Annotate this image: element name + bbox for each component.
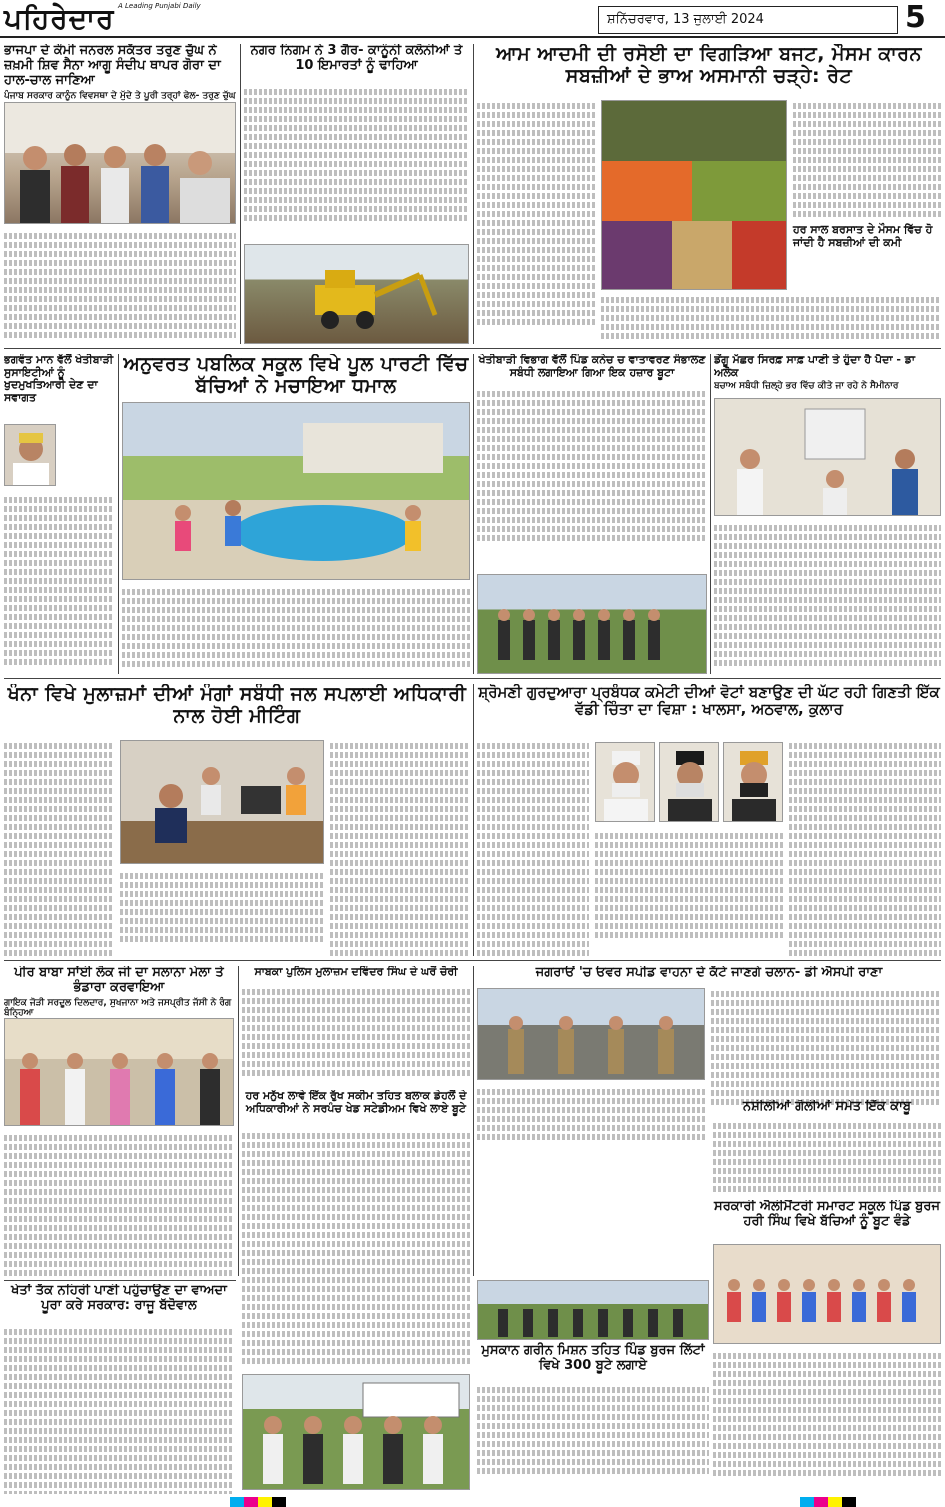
- article-body-2: [789, 740, 941, 956]
- article-body: [242, 986, 470, 1079]
- article-body: [477, 740, 589, 956]
- article-school-shoes: [713, 1200, 941, 1490]
- article-body: [714, 522, 941, 669]
- article-body: [244, 86, 469, 224]
- vegetables-illustration: [602, 101, 787, 290]
- column-rule: [473, 44, 474, 344]
- article-body: [4, 230, 236, 341]
- subheadline: ਪੰਜਾਬ ਸਰਕਾਰ ਕਾਨੂੰਨ ਵਿਵਸਥਾ ਦੇ ਮੁੱਦੇ ਤੇ ਪੂਰੀ ਤਰ੍ਹਾਂ ਫੇਲ- ਤਰੁਣ ਚੁੱਘ: [4, 90, 236, 101]
- photo-portrait: [4, 424, 56, 486]
- photo-sapling-group: [477, 1280, 709, 1340]
- photo-tree-planting: [477, 574, 707, 674]
- masthead: [0, 0, 945, 38]
- headline: ਡੇਂਗੂ ਮੱਛਰ ਸਿਰਫ਼ ਸਾਫ਼ ਪਾਣੀ ਤੇ ਹੁੰਦਾ ਹੈ ਪੈਦਾ - ਡਾ ਅਲੋਕ: [714, 354, 916, 379]
- photo-portrait-2: [659, 742, 719, 822]
- article-body-3: [120, 870, 324, 945]
- article-peer-baba-mela: [4, 966, 234, 1276]
- row-rule: [4, 1280, 236, 1281]
- column-rule: [240, 44, 241, 344]
- photo-people-illustration: [5, 103, 236, 224]
- headline: ਪੀਰ ਬਾਬਾ ਸਾਂਈ ਲੋਕ ਜੀ ਦਾ ਸਲਾਨਾ ਮੇਲਾ ਤੇ ਭੰਡਾਰਾ ਕਰਵਾਇਆ: [14, 966, 224, 995]
- column-rule: [473, 966, 474, 1276]
- article-body: [4, 494, 114, 668]
- mela-illustration: [5, 1019, 234, 1126]
- photo-chugh-visit: [4, 102, 236, 224]
- headline: ਸ਼੍ਰੋਮਣੀ ਗੁਰਦੁਆਰਾ ਪ੍ਰਬੰਧਕ ਕਮੇਟੀ ਦੀਆਂ ਵੋਟਾਂ ਬਣਾਉਣ ਦੀ ਘੱਟ ਰਹੀ ਗਿਣਤੀ ਇੱਕ ਵੱਡੀ ਚਿੰਤਾ ਦਾ ਵਿਸ਼ਾ : ਖਾਲਸਾ, ਅਠਵਾਲ, ਕੁਲਾਰ: [478, 684, 940, 719]
- article-body: [4, 1132, 234, 1276]
- headline: ਜਗਰਾਓਂ 'ਚ ਓਵਰ ਸਪੀਡ ਵਾਹਨਾ ਦੇ ਕੱਟੇ ਜਾਣਗੇ ਚਲਾਨ- ਡੀ ਐਸਪੀ ਰਾਣਾ: [535, 966, 883, 980]
- headline: ਅਨੁਵਰਤ ਪਬਲਿਕ ਸਕੂਲ ਵਿਖੇ ਪੂਲ ਪਾਰਟੀ ਵਿੱਚ ਬੱਚਿਆਂ ਨੇ ਮਚਾਇਆ ਧਮਾਲ: [123, 354, 469, 397]
- column-rule: [473, 354, 474, 674]
- children-illustration: [714, 1245, 941, 1344]
- newspaper-logo: ਪਹਿਰੇਦਾਰ: [4, 2, 115, 35]
- row-rule: [4, 960, 941, 961]
- issue-date: ਸ਼ਨਿੱਚਰਵਾਰ, 13 ਜੁਲਾਈ 2024: [598, 6, 898, 34]
- portrait-illustration: [660, 743, 719, 822]
- headline: ਭਗਵੰਤ ਮਾਨ ਵੱਲੋਂ ਖੇਤੀਬਾੜੀ ਸੁਸਾਇਟੀਆਂ ਨੂੰ ਖੁਦਮੁਖਤਿਆਰੀ ਦੇਣ ਦਾ ਸਵਾਗਤ: [4, 354, 114, 404]
- article-body-2: [793, 100, 941, 220]
- photo-school-children: [713, 1244, 941, 1344]
- portrait-illustration: [596, 743, 655, 822]
- headline: ਸਾਬਕਾ ਪੁਲਿਸ ਮੁਲਾਜ਼ਮ ਦਵਿੰਦਰ ਸਿੰਘ ਦੇ ਘਰੋਂ ਚੋਰੀ: [254, 966, 458, 978]
- article-tree-scheme: [242, 1090, 470, 1370]
- article-dengue: [714, 354, 941, 674]
- article-body: [713, 1120, 941, 1195]
- headline: ਭਾਜਪਾ ਦੇ ਕੌਮੀ ਜਨਰਲ ਸਕੱਤਰ ਤਰੁਣ ਚੁੱਘ ਨੇ ਜ਼ਖ਼ਮੀ ਸ਼ਿਵ ਸੈਨਾ ਆਗੂ ਸੰਦੀਪ ਥਾਪਰ ਗੋਰਾ ਦਾ ਹਾਲ-ਚਾਲ ਜਾਣਿਆ: [4, 44, 221, 88]
- excavator-illustration: [245, 245, 469, 344]
- headline: ਹਰ ਮਨੁੱਖ ਲਾਵੇ ਇੱਕ ਰੁੱਖ ਸਕੀਮ ਤਹਿਤ ਬਲਾਕ ਡੇਹਲੋਂ ਦੇ ਅਧਿਕਾਰੀਆਂ ਨੇ ਸਰਪੰਚ ਖੇਡ ਸਟੇਡੀਅਮ ਵਿਖੇ ਲਾਏ ਬੂਟੇ: [245, 1090, 467, 1115]
- photo-vegetable-market: [601, 100, 787, 290]
- article-body: [477, 100, 597, 328]
- article-chugh: [4, 44, 236, 344]
- headline: ਖੇਤਾਂ ਤੱਕ ਨਹਿਰੀ ਪਾਣੀ ਪਹੁੰਚਾਉਣ ਦਾ ਵਾਅਦਾ ਪੂਰਾ ਕਰੇ ਸਰਕਾਰ: ਰਾਜੂ ਬੱਦੋਵਾਲ: [11, 1284, 227, 1313]
- police-illustration: [478, 989, 705, 1080]
- headline: ਖੇਤੀਬਾੜੀ ਵਿਭਾਗ ਵੱਲੋਂ ਪਿੰਡ ਕਨੇਚ ਚ ਵਾਤਾਵਰਣ ਸੰਭਾਲਣ ਸਬੰਧੀ ਲਗਾਇਆ ਗਿਆ ਇਕ ਹਜ਼ਾਰ ਬੂਟਾ: [478, 354, 706, 379]
- photo-officials-planting: [242, 1374, 470, 1490]
- article-body: [4, 740, 114, 956]
- article-muskaan-green: [477, 1280, 709, 1490]
- print-color-bar: [230, 1497, 286, 1507]
- box-headline: ਹਰ ਸਾਲ ਬਰਸਾਤ ਦੇ ਮੌਸਮ ਵਿੱਚ ਹੋ ਜਾਂਦੀ ਹੈ ਸਬਜ਼ੀਆਂ ਦੀ ਕਮੀ: [793, 223, 933, 249]
- article-kanech-saplings: [477, 354, 707, 674]
- article-vegetable-prices: [477, 44, 941, 344]
- article-mann-welcome: [4, 354, 114, 674]
- pool-illustration: [123, 403, 470, 580]
- article-body-2: [330, 740, 470, 956]
- photo-office-meeting: [120, 740, 324, 864]
- article-theft: [242, 966, 470, 1086]
- headline: ਮੁਸਕਾਨ ਗਰੀਨ ਮਿਸ਼ਨ ਤਹਿਤ ਪਿੰਡ ਬੁਰਜ ਲਿੱਟਾਂ ਵਿਖੇ 300 ਬੂਟੇ ਲਗਾਏ: [481, 1343, 705, 1373]
- print-color-bar-2: [800, 1497, 856, 1507]
- article-body-2: [477, 1086, 705, 1143]
- meeting-illustration: [121, 741, 324, 864]
- article-body-3: [595, 830, 783, 941]
- article-sgpc-votes: [477, 684, 941, 956]
- article-body: [477, 1384, 709, 1477]
- subheadline: ਗਾਇਕ ਜੋੜੀ ਸਰਦੂਲ ਦਿਲਦਾਰ, ਸੁਖਜਾਨਾ ਅਤੇ ਜਸਪ੍ਰੀਤ ਜੱਸੀ ਨੇ ਰੰਗ ਬੰਨ੍ਹਿਆ: [4, 997, 232, 1018]
- row-rule: [4, 678, 941, 679]
- group-illustration: [478, 1281, 709, 1340]
- headline: ਸਰਕਾਰੀ ਐਲੀਮੈਂਟਰੀ ਸਮਾਰਟ ਸਕੂਲ ਪਿੰਡ ਬੁਰਜ ਹਰੀ ਸਿੰਘ ਵਿਖੇ ਬੱਚਿਆਂ ਨੂੰ ਬੂਟ ਵੰਡੇ: [714, 1200, 940, 1229]
- headline: ਖੰਨਾ ਵਿਖੇ ਮੁਲਾਜ਼ਮਾਂ ਦੀਆਂ ਮੰਗਾਂ ਸਬੰਧੀ ਜਲ ਸਪਲਾਈ ਅਧਿਕਾਰੀ ਨਾਲ ਹੋਈ ਮੀਟਿੰਗ: [7, 684, 467, 727]
- photo-dengue-seminar: [714, 398, 941, 516]
- article-body-3: [601, 294, 941, 342]
- article-municipal-demolition: [244, 44, 469, 344]
- column-rule: [238, 966, 239, 1276]
- column-rule: [118, 354, 119, 674]
- article-canal-water: [4, 1284, 234, 1494]
- headline: ਨਗਰ ਨਿਗਮ ਨੇ 3 ਗੈਰ- ਕਾਨੂੰਨੀ ਕਲੋਨੀਆਂ ਤੇ 10 ਇਮਾਰਤਾਂ ਨੂੰ ਢਾਹਿਆ: [250, 44, 463, 73]
- group-illustration: [478, 575, 707, 674]
- article-khanna-meeting: [4, 684, 470, 956]
- photo-mela: [4, 1018, 234, 1126]
- row-rule: [4, 348, 941, 349]
- photo-police-checkpoint: [477, 988, 705, 1080]
- officials-illustration: [243, 1375, 470, 1490]
- article-body: [477, 388, 707, 544]
- photo-pool-party: [122, 402, 470, 580]
- subheadline: ਬਚਾਅ ਸਬੰਧੀ ਜ਼ਿਲ੍ਹੇ ਭਰ ਵਿੱਚ ਕੀਤੇ ਜਾ ਰਹੇ ਨੇ ਸੈਮੀਨਾਰ: [714, 381, 899, 392]
- headline: ਆਮ ਆਦਮੀ ਦੀ ਰਸੋਈ ਦਾ ਵਿਗੜਿਆ ਬਜਟ, ਮੌਸਮ ਕਾਰਨ ਸਬਜ਼ੀਆਂ ਦੇ ਭਾਅ ਅਸਮਾਨੀ ਚੜ੍ਹੇ: ਰੇਟ: [496, 44, 922, 87]
- tagline: A Leading Punjabi Daily: [118, 2, 201, 10]
- photo-jcb-demolition: [244, 244, 469, 344]
- photo-portrait-3: [723, 742, 783, 822]
- column-rule: [473, 684, 474, 956]
- article-pool-party: [122, 354, 470, 674]
- portrait-illustration: [724, 743, 783, 822]
- article-body: [713, 1350, 941, 1479]
- portrait-illustration: [5, 425, 56, 486]
- page-number: 5: [905, 0, 926, 35]
- article-drug-arrest: [713, 1100, 941, 1200]
- article-body: [711, 988, 941, 1108]
- headline: ਨਸ਼ੀਲੀਆਂ ਗੋਲੀਆਂ ਸਮੇਤ ਇੱਕ ਕਾਬੂ: [742, 1100, 911, 1114]
- column-rule: [710, 354, 711, 674]
- seminar-illustration: [715, 399, 941, 516]
- article-body: [4, 1326, 234, 1494]
- photo-portrait-1: [595, 742, 655, 822]
- article-body: [122, 586, 470, 670]
- article-body: [242, 1130, 470, 1367]
